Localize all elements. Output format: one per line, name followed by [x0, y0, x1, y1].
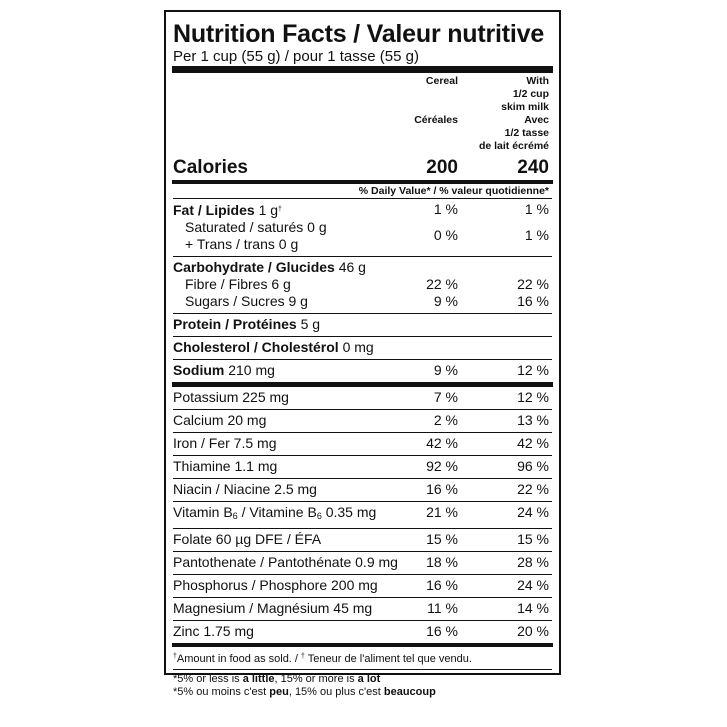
fat-cereal: 1 %	[433, 201, 458, 217]
nutrient-cereal: 15 %	[426, 531, 458, 547]
nutrient-row-folate	[173, 528, 552, 551]
legend-french: *5% ou moins c'est peu, 15% ou plus c'est beaucoup	[173, 686, 436, 698]
nutrient-label: Phosphorus / Phosphore 200 mg	[173, 577, 378, 593]
nutrient-cereal: 92 %	[426, 458, 458, 474]
protein-row	[173, 313, 552, 336]
nutrient-cereal: 16 %	[426, 577, 458, 593]
calories-label: Calories	[173, 157, 248, 178]
nutrient-with-milk: 24 %	[517, 577, 549, 593]
calories-with-milk: 240	[517, 157, 549, 178]
sugars-label: Sugars / Sucres 9 g	[185, 293, 308, 309]
carbohydrate-row	[173, 256, 552, 313]
column-header-cereal-en: Cereal	[425, 75, 458, 87]
trans-label: + Trans / trans 0 g	[185, 236, 299, 252]
nutrient-cereal: 16 %	[426, 623, 458, 639]
nutrient-with-milk: 28 %	[517, 554, 549, 570]
column-header-cereal-fr: Céréales	[414, 114, 458, 126]
sodium-amount: 210 mg	[228, 362, 275, 378]
nutrient-label: Calcium 20 mg	[173, 412, 267, 428]
nutrient-with-milk: 12 %	[517, 389, 549, 405]
cholesterol-amount: 0 mg	[342, 339, 374, 355]
nutrient-label: Magnesium / Magnésium 45 mg	[173, 600, 373, 616]
fibre-cereal: 22 %	[426, 276, 458, 292]
nutrient-row-phosphorus	[173, 574, 552, 597]
nutrient-with-milk: 13 %	[517, 412, 549, 428]
saturated-label: Saturated / saturés 0 g	[185, 219, 327, 235]
nutrient-row-thiamine	[173, 455, 552, 478]
nutrient-with-milk: 14 %	[517, 600, 549, 616]
nutrient-label: Niacin / Niacine 2.5 mg	[173, 481, 317, 497]
nutrition-facts-panel	[164, 10, 561, 698]
calories-row	[173, 155, 552, 180]
dagger-mark: †	[278, 206, 282, 213]
nutrient-cereal: 7 %	[433, 389, 458, 405]
sodium-with-milk: 12 %	[517, 362, 549, 378]
cholesterol-row	[173, 336, 552, 359]
protein-amount: 5 g	[300, 316, 321, 332]
nutrient-cereal: 2 %	[433, 412, 458, 428]
sodium-label: Sodium	[173, 362, 225, 378]
nutrient-row-iron	[173, 432, 552, 455]
fat-with-milk: 1 %	[524, 201, 549, 217]
protein-label: Protein / Protéines	[173, 316, 297, 332]
cholesterol-label: Cholesterol / Cholestérol	[173, 339, 339, 355]
nutrient-row-calcium	[173, 409, 552, 432]
sodium-row	[173, 359, 552, 382]
serving-size: Per 1 cup (55 g) / pour 1 tasse (55 g)	[173, 48, 419, 65]
daily-value-legend	[173, 669, 552, 699]
nutrient-label: Pantothenate / Pantothénate 0.9 mg	[173, 554, 398, 570]
column-header-with-milk: With 1/2 cup skim milk Avec 1/2 tasse de lait écrémé	[478, 75, 549, 152]
nutrient-with-milk: 20 %	[517, 623, 549, 639]
nutrient-label: Thiamine 1.1 mg	[173, 458, 278, 474]
nutrient-row-niacin	[173, 478, 552, 501]
sat-trans-with-milk: 1 %	[524, 227, 549, 243]
legend-english: *5% or less is a little, 15% or more is a lot	[173, 673, 381, 685]
fat-row	[173, 198, 552, 256]
nutrient-cereal: 21 %	[426, 504, 458, 520]
sugars-with-milk: 16 %	[517, 293, 549, 309]
carb-label: Carbohydrate / Glucides	[173, 259, 335, 275]
panel-title: Nutrition Facts / Valeur nutritive	[173, 20, 545, 48]
nutrient-row-magnesium	[173, 597, 552, 620]
divider-thick	[172, 66, 553, 73]
daily-value-header: % Daily Value* / % valeur quotidienne*	[358, 185, 549, 197]
nutrient-with-milk: 42 %	[517, 435, 549, 451]
fat-label: Fat / Lipides	[173, 202, 255, 218]
nutrient-label: Zinc 1.75 mg	[173, 623, 254, 639]
nutrient-label: Folate 60 µg DFE / ÉFA	[173, 531, 322, 547]
footnote-amount: †Amount in food as sold. / † Teneur de l'aliment tel que vendu.	[173, 653, 472, 665]
calories-cereal: 200	[426, 157, 458, 178]
fibre-label: Fibre / Fibres 6 g	[185, 276, 291, 292]
nutrient-cereal: 11 %	[427, 600, 458, 616]
nutrient-with-milk: 15 %	[517, 531, 549, 547]
nutrient-row-potassium	[173, 387, 552, 409]
nutrient-cereal: 18 %	[426, 554, 458, 570]
nutrient-cereal: 16 %	[426, 481, 458, 497]
nutrient-with-milk: 22 %	[517, 481, 549, 497]
sodium-cereal: 9 %	[433, 362, 458, 378]
nutrient-row-zinc	[173, 620, 552, 643]
fibre-with-milk: 22 %	[517, 276, 549, 292]
fat-amount: 1 g	[258, 202, 279, 218]
nutrient-with-milk: 96 %	[517, 458, 549, 474]
nutrient-cereal: 42 %	[426, 435, 458, 451]
sat-trans-cereal: 0 %	[433, 227, 458, 243]
sugars-cereal: 9 %	[433, 293, 458, 309]
nutrient-with-milk: 24 %	[517, 504, 549, 520]
nutrient-label: Potassium 225 mg	[173, 389, 289, 405]
column-headers	[173, 73, 552, 155]
nutrient-row-pantothenate	[173, 551, 552, 574]
vitamin-b6-label: Vitamin $B_6$ / Vitamine $B_6$ 0.35 mg	[173, 504, 377, 521]
carb-amount: 46 g	[338, 259, 366, 275]
nutrient-label: Iron / Fer 7.5 mg	[173, 435, 277, 451]
nutrient-row-vitamin-b6	[173, 501, 552, 528]
